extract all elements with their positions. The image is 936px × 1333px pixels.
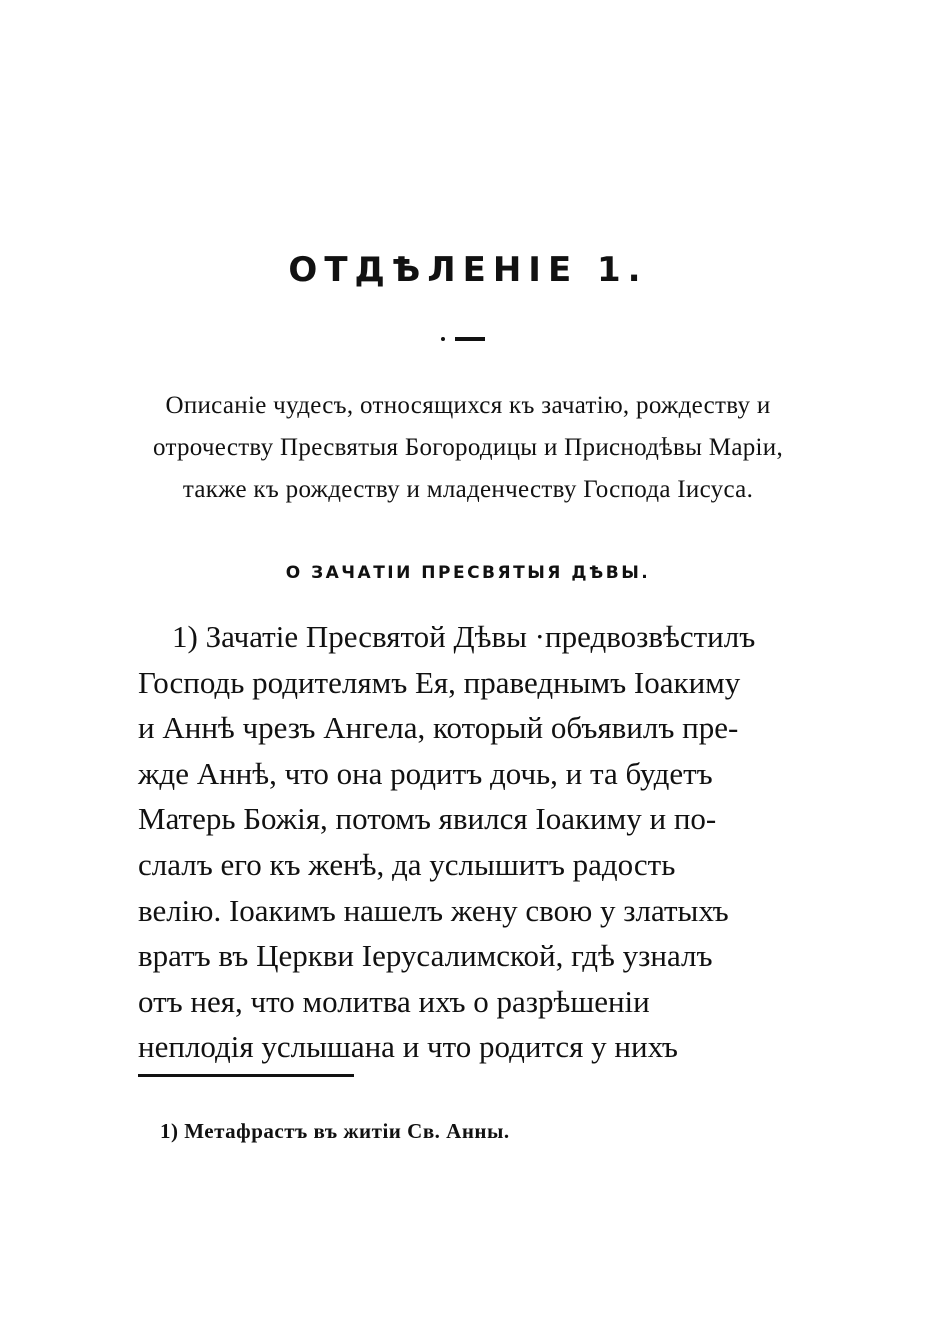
section-title: О ЗАЧАТІИ ПРЕСВЯТЫЯ ДѢВЫ.: [285, 563, 651, 583]
body-line: Матерь Божія, потомъ явился Іоакиму и по-: [138, 801, 717, 837]
body-line: вратъ въ Церкви Іерусалимской, гдѣ узналъ: [138, 938, 713, 974]
body-line: жде Аннѣ, что она родитъ дочь, и та будетъ: [138, 755, 713, 791]
footnote-separator: [138, 1074, 354, 1077]
body-line: и Аннѣ чрезъ Ангела, который объявилъ пре-: [138, 710, 739, 746]
chapter-heading: ОТДѢЛЕНІЕ 1.: [288, 250, 648, 290]
body-line: 1) Зачатіе Пресвятой Дѣвы ·предвозвѣстилъ: [172, 619, 756, 654]
ornament-dash: [455, 337, 485, 341]
body-line: Господь родителямъ Ея, праведнымъ Іоакиму: [138, 664, 741, 700]
heading-ornament: [441, 336, 485, 342]
body-line: неплодія услышана и что родится у нихъ: [138, 1029, 678, 1065]
ornament-dot: [441, 337, 445, 341]
chapter-subtitle: [120, 385, 816, 511]
body-paragraph: [138, 614, 798, 1070]
subtitle-line: отрочеству Пресвятыя Богородицы и Приснодѣвы Маріи,: [152, 434, 784, 461]
body-line: велію. Іоакимъ нашелъ жену свою у златыхъ: [138, 892, 729, 928]
body-line: слалъ его къ женѣ, да услышитъ радость: [138, 846, 676, 882]
subtitle-line: также къ рождеству и младенчеству Господа Іисуса.: [182, 476, 754, 503]
body-line: отъ нея, что молитва ихъ о разрѣшеніи: [138, 983, 650, 1019]
footnote: 1) Метафрастъ въ житіи Св. Анны.: [160, 1119, 510, 1143]
subtitle-line: Описаніе чудесъ, относящихся къ зачатію, рождеству и: [165, 392, 771, 419]
